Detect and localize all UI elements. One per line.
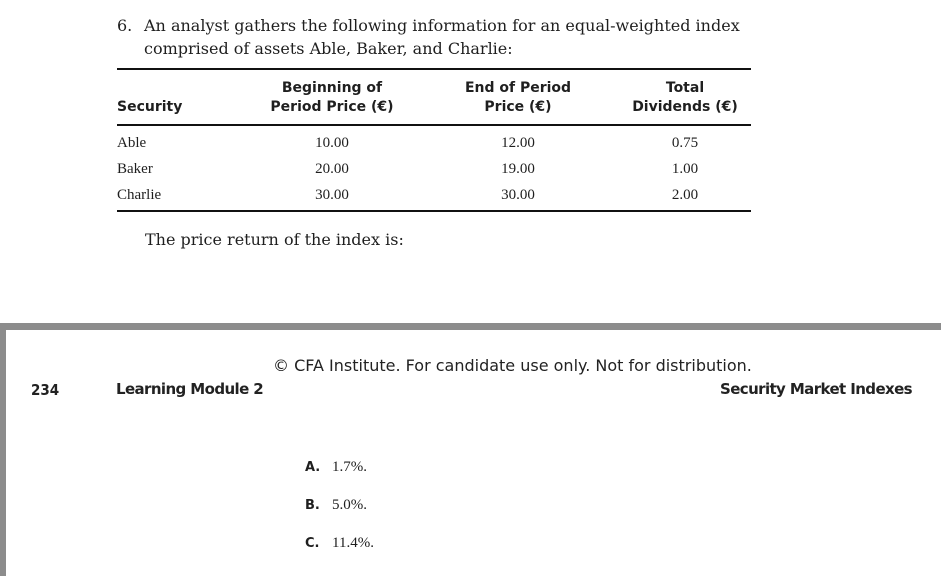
- column-header-security: Security: [117, 69, 247, 125]
- column-header-end-price: End of Period Price (€): [417, 69, 619, 125]
- table-cell: Baker: [117, 160, 153, 177]
- question: [117, 14, 757, 60]
- table-cell: Charlie: [117, 182, 247, 211]
- table-row: [117, 182, 751, 211]
- table-cell: 2.00: [619, 182, 751, 211]
- table-cell: 20.00: [315, 160, 349, 177]
- table-cell: 1.00: [671, 160, 699, 177]
- table-cell: 12.00: [501, 134, 535, 151]
- option-text: 1.7%.: [332, 459, 367, 475]
- data-table: [117, 68, 751, 212]
- option-text: 11.4%.: [332, 535, 374, 551]
- column-header-beginning-price: Beginning of Period Price (€): [247, 69, 417, 125]
- table-header-row: [117, 69, 751, 125]
- table-cell: Able: [117, 134, 147, 151]
- page-margin-bar: [0, 323, 6, 576]
- option-letter: A.: [305, 460, 321, 475]
- question-text: An analyst gathers the following information for an equal-weighted index comprised of assets Able, Baker, and Charlie:: [144, 16, 740, 58]
- column-header-dividends: Total Dividends (€): [619, 69, 751, 125]
- option-letter: C.: [305, 536, 320, 551]
- copyright-notice: © CFA Institute. For candidate use only. Not for distribution.: [273, 356, 752, 375]
- question-number: 6.: [117, 16, 133, 35]
- table-row: [117, 156, 751, 182]
- page-number: 234: [31, 381, 60, 399]
- option-text: 5.0%.: [332, 497, 367, 513]
- table-cell: 30.00: [417, 182, 619, 211]
- table-cell: 30.00: [247, 182, 417, 211]
- page-divider: [0, 323, 941, 330]
- table-row: [117, 125, 751, 156]
- table-cell: 19.00: [501, 160, 535, 177]
- question-prompt: The price return of the index is:: [145, 230, 404, 249]
- option-letter: B.: [305, 498, 320, 513]
- module-title: Security Market Indexes: [720, 380, 912, 398]
- table-cell: 10.00: [315, 134, 349, 151]
- module-label: Learning Module 2: [116, 380, 264, 398]
- table-cell: 0.75: [671, 134, 699, 151]
